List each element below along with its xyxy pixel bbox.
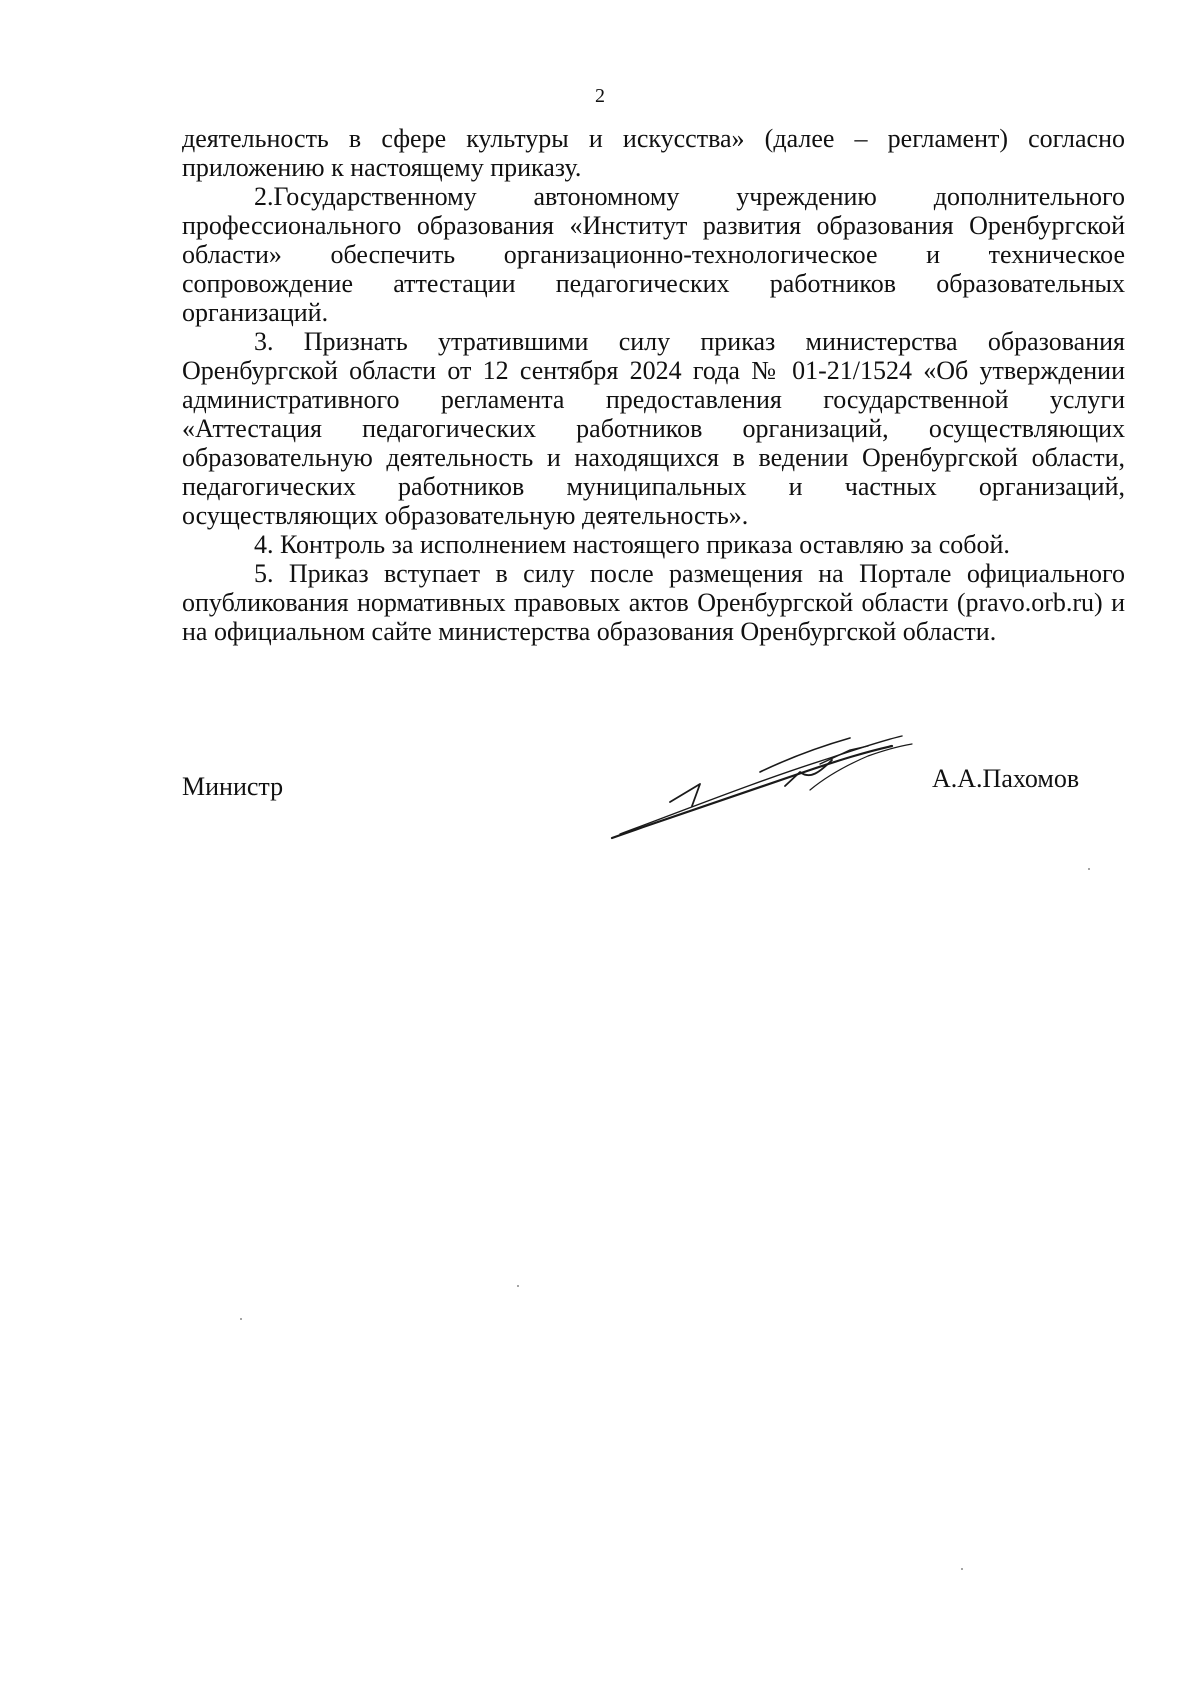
signature-block [0,710,1200,850]
document-body [182,124,1125,646]
scan-speck [240,1318,242,1320]
paragraph-continuation: деятельность в сфере культуры и искусства» (далее – регламент) согласно приложению к настоящему приказу. [182,124,1125,182]
paragraph-item-2: 2.Государственному автономному учреждению дополнительного профессионального образования «Институт развития образования Оренбургской области» обеспечить организационно-технологическое и техническое сопровождение аттестации педагогических работников образовательных организаций. [182,182,1125,327]
scan-speck [1088,868,1090,870]
handwritten-signature [600,710,920,850]
paragraph-item-5: 5. Приказ вступает в силу после размещения на Портале официального опубликования нормативных правовых актов Оренбургской области (pravo.orb.ru) и на официальном сайте министерства образования Оренбургской области. [182,559,1125,646]
paragraph-item-4: 4. Контроль за исполнением настоящего приказа оставляю за собой. [254,530,1010,559]
page-number: 2 [595,85,605,107]
scan-speck [961,1568,963,1570]
signer-position: Министр [182,772,284,801]
paragraph-item-3: 3. Признать утратившими силу приказ министерства образования Оренбургской области от 12 сентября 2024 года № 01-21/1524 «Об утверждении административного регламента предоставления государственной услуги «Аттестация педагогических работников организаций, осуществляющих образовательную деятельность и находящихся в ведении Оренбургской области, педагогических работников муниципальных и частных организаций, осуществляющих образовательную деятельность». [182,327,1125,530]
signer-name: А.А.Пахомов [932,764,1080,793]
scan-speck [517,1285,519,1287]
